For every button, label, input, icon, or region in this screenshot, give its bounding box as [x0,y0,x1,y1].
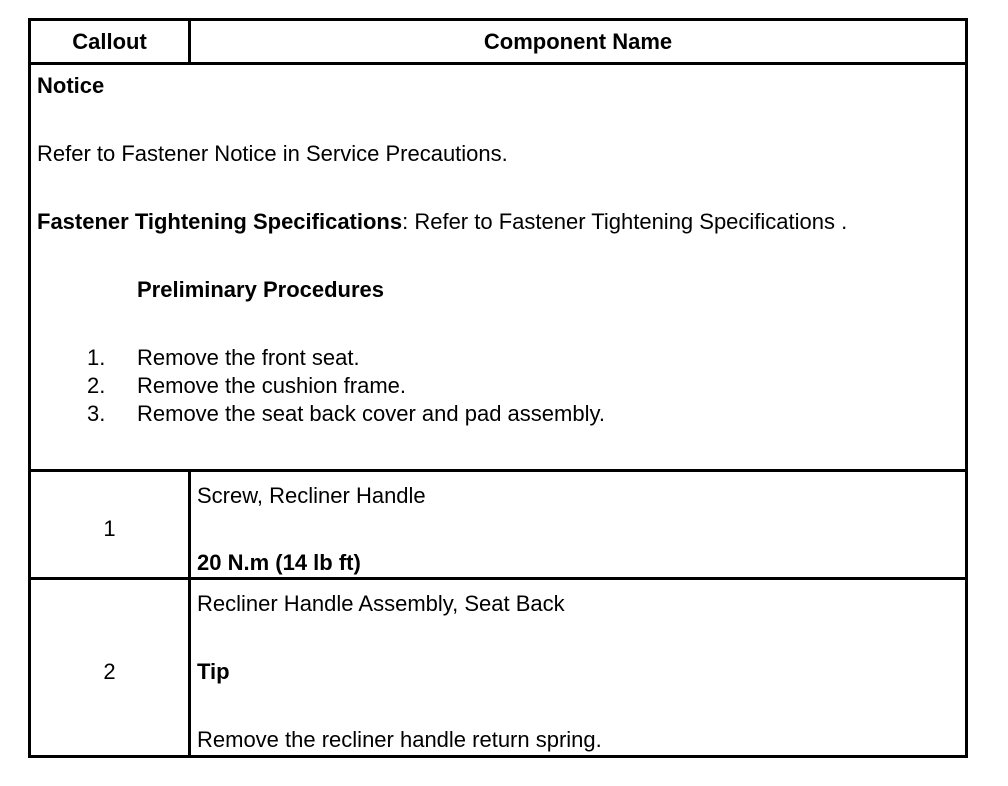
row-2-tip-label: Tip [197,659,230,684]
header-callout: Callout [72,29,147,54]
procedure-step-number: 3. [87,401,106,426]
row-1-callout: 1 [103,516,116,541]
row-2-tip-text: Remove the recliner handle return spring. [197,727,602,752]
row-1-column-divider [188,469,191,579]
row-1-torque: 20 N.m (14 lb ft) [197,550,361,575]
procedure-step-number: 1. [87,345,106,370]
header-bottom-border [31,62,965,65]
fastener-spec-text: : Refer to Fastener Tightening Specifications . [402,209,848,234]
components-table [28,18,968,758]
header-component-name: Component Name [483,29,673,54]
row-2-callout: 2 [103,659,116,684]
fastener-spec-label: Fastener Tightening Specifications [37,209,403,234]
procedure-step-text: Remove the front seat. [137,345,360,370]
row-2-column-divider [188,577,191,755]
preliminary-procedures-title: Preliminary Procedures [137,277,385,302]
procedure-step-text: Remove the seat back cover and pad assembly. [137,401,605,426]
row-1-bottom-border [31,577,965,580]
fastener-spec-line [37,209,847,235]
row-1-component-name: Screw, Recliner Handle [197,483,426,508]
notice-bottom-border [31,469,965,472]
procedure-step-number: 2. [87,373,106,398]
notice-title: Notice [37,73,105,98]
row-2-component-name: Recliner Handle Assembly, Seat Back [197,591,565,616]
procedure-step-text: Remove the cushion frame. [137,373,407,398]
notice-text: Refer to Fastener Notice in Service Precautions. [37,141,508,166]
